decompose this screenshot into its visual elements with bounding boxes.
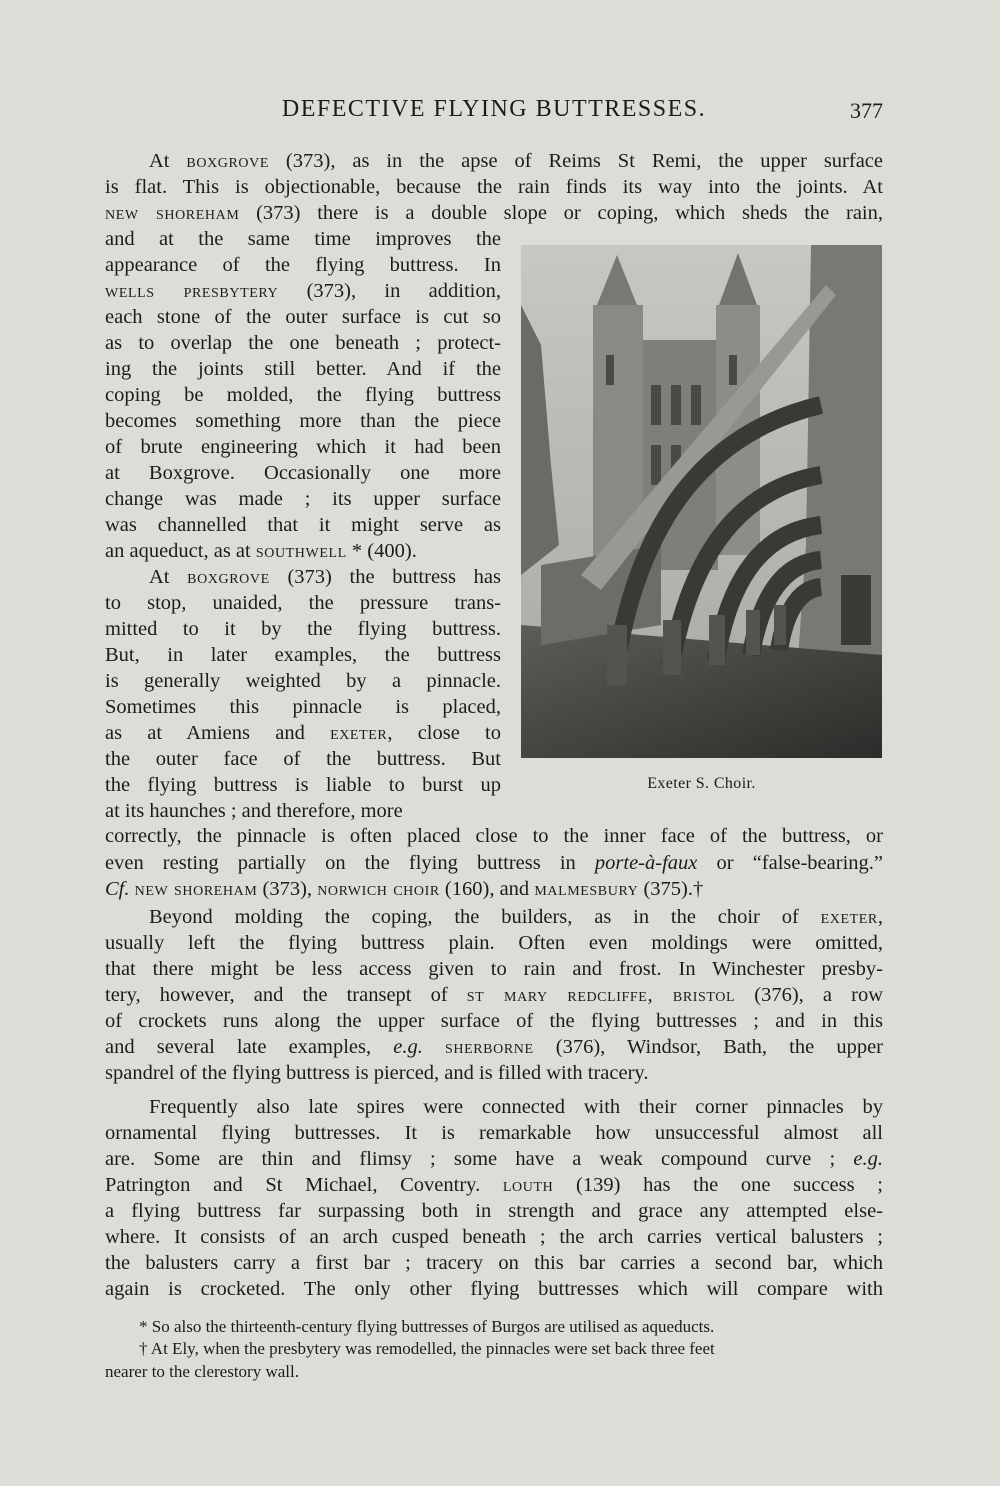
text-run: or “false-bearing.” bbox=[697, 852, 884, 874]
body-line bbox=[105, 356, 501, 382]
text-run: (373) the buttress has bbox=[269, 566, 501, 588]
text-run: at Boxgrove. Occasionally one more bbox=[105, 462, 501, 484]
text-run: and several late examples, bbox=[105, 1036, 394, 1058]
body-line bbox=[105, 1172, 883, 1198]
body-line bbox=[105, 982, 883, 1008]
body-line bbox=[105, 252, 501, 278]
footnote-text: † At Ely, when the presbytery was remodelled, the pinnacles were set back three feet bbox=[139, 1339, 715, 1358]
place-name: boxgrove bbox=[187, 566, 270, 588]
page-number: 377 bbox=[850, 98, 883, 123]
text-run: ornamental flying buttresses. It is remarkable how unsuccessful almost all bbox=[105, 1122, 883, 1144]
body-line bbox=[105, 746, 501, 772]
text-run: (376), Windsor, Bath, the upper bbox=[533, 1036, 884, 1058]
text-run: becomes something more than the piece bbox=[105, 410, 501, 432]
body-line bbox=[105, 1120, 883, 1146]
text-run: even resting partially on the flying buttress in bbox=[105, 852, 595, 874]
footnote-line bbox=[105, 1316, 883, 1338]
italic-term: Cf. bbox=[105, 878, 130, 900]
text-run: at its haunches ; and therefore, more bbox=[105, 800, 403, 822]
text-run: mitted to it by the flying buttress. bbox=[105, 618, 501, 640]
body-line bbox=[105, 408, 501, 434]
text-run: the flying buttress is liable to burst up bbox=[105, 774, 501, 796]
place-name: st mary redcliffe, bristol bbox=[466, 984, 736, 1006]
text-run: was channelled that it might serve as bbox=[105, 514, 501, 536]
body-line bbox=[105, 1224, 883, 1250]
body-line bbox=[105, 694, 501, 720]
place-name: sherborne bbox=[444, 1036, 534, 1058]
flying-buttresses-photo-illustration bbox=[521, 245, 882, 758]
text-run: At bbox=[149, 566, 188, 588]
italic-term: e.g. bbox=[853, 1148, 883, 1170]
text-run: where. It consists of an arch cusped beneath ; the arch carries vertical balusters ; bbox=[105, 1226, 883, 1248]
text-run: tery, however, and the transept of bbox=[105, 984, 467, 1006]
text-run: as to overlap the one beneath ; protect- bbox=[105, 332, 501, 354]
place-name: norwich choir bbox=[317, 878, 440, 900]
text-run: But, in later examples, the buttress bbox=[105, 644, 501, 666]
body-line bbox=[105, 1060, 883, 1086]
text-run: of crockets runs along the upper surface of the flying buttresses ; and in this bbox=[105, 1010, 883, 1032]
exeter-choir-photograph bbox=[521, 245, 882, 758]
text-run: the balusters carry a first bar ; tracery on this bar carries a second bar, which bbox=[105, 1252, 883, 1274]
page-header bbox=[105, 96, 883, 132]
body-line bbox=[105, 720, 501, 746]
text-run: are. Some are thin and flimsy ; some have a weak compound curve ; bbox=[105, 1148, 854, 1170]
body-line bbox=[105, 1276, 883, 1302]
place-name: new shoreham bbox=[105, 202, 240, 224]
text-run: Beyond molding the coping, the builders, as in the choir of bbox=[149, 906, 821, 928]
text-run: is generally weighted by a pinnacle. bbox=[105, 670, 501, 692]
text-run: that there might be less access given to rain and frost. In Winchester presby- bbox=[105, 958, 883, 980]
body-line bbox=[105, 956, 883, 982]
body-line bbox=[105, 668, 501, 694]
body-line bbox=[105, 200, 883, 226]
text-run: (376), a row bbox=[735, 984, 883, 1006]
body-line bbox=[105, 174, 883, 200]
body-line bbox=[105, 538, 501, 564]
body-line bbox=[105, 564, 501, 590]
footnote-text: nearer to the clerestory wall. bbox=[105, 1362, 299, 1381]
place-name: louth bbox=[502, 1174, 554, 1196]
text-run: , close to bbox=[387, 722, 501, 744]
text-run: again is crocketed. The only other flying buttresses which will compare with bbox=[105, 1278, 883, 1300]
text-run: correctly, the pinnacle is often placed close to the inner face of the buttress, or bbox=[105, 825, 883, 847]
body-line bbox=[105, 850, 883, 876]
text-run: is flat. This is objectionable, because the rain finds its way into the joints. At bbox=[105, 176, 883, 198]
text-run: (160), and bbox=[439, 878, 535, 900]
text-run: spandrel of the flying buttress is pierced, and is filled with tracery. bbox=[105, 1062, 649, 1084]
text-run: ing the joints still better. And if the bbox=[105, 358, 501, 380]
text-run: At bbox=[149, 150, 187, 172]
text-run: the outer face of the buttress. But bbox=[105, 748, 501, 770]
place-name: exeter bbox=[820, 906, 878, 928]
body-line bbox=[105, 798, 501, 824]
body-line bbox=[105, 1250, 883, 1276]
body-line bbox=[105, 930, 883, 956]
footnote-text: * So also the thirteenth-century flying buttresses of Burgos are utilised as aqueducts. bbox=[139, 1317, 715, 1336]
body-line bbox=[105, 330, 501, 356]
body-line bbox=[105, 772, 501, 798]
text-run: an aqueduct, as at bbox=[105, 540, 256, 562]
body-line bbox=[105, 1094, 883, 1120]
text-run: (139) has the one success ; bbox=[553, 1174, 883, 1196]
text-run bbox=[423, 1036, 445, 1058]
text-run: of brute engineering which it had been bbox=[105, 436, 501, 458]
body-line bbox=[105, 823, 883, 849]
body-line bbox=[105, 1008, 883, 1034]
italic-term: e.g. bbox=[393, 1036, 423, 1058]
place-name: new shoreham bbox=[134, 878, 258, 900]
text-run: appearance of the flying buttress. In bbox=[105, 254, 501, 276]
text-run: and at the same time improves the bbox=[105, 228, 501, 250]
text-run: a flying buttress far surpassing both in strength and grace any attempted else- bbox=[105, 1200, 883, 1222]
text-run: to stop, unaided, the pressure trans- bbox=[105, 592, 501, 614]
place-name: exeter bbox=[330, 722, 388, 744]
body-line bbox=[105, 1034, 883, 1060]
place-name: southwell bbox=[255, 540, 347, 562]
place-name: wells presbytery bbox=[105, 280, 279, 302]
text-run: Frequently also late spires were connected with their corner pinnacles by bbox=[149, 1096, 883, 1118]
body-line bbox=[105, 904, 883, 930]
text-run: , bbox=[877, 906, 883, 928]
text-run: (373), as in the apse of Reims St Remi, the upper surface bbox=[269, 150, 883, 172]
body-line bbox=[105, 382, 501, 408]
body-line bbox=[105, 226, 501, 252]
figure-caption: Exeter S. Choir. bbox=[647, 775, 756, 792]
text-run: Patrington and St Michael, Coventry. bbox=[105, 1174, 503, 1196]
footnote-line bbox=[105, 1338, 883, 1360]
place-name: malmesbury bbox=[534, 878, 639, 900]
place-name: boxgrove bbox=[186, 150, 270, 172]
body-line bbox=[105, 642, 501, 668]
text-run: coping be molded, the flying buttress bbox=[105, 384, 501, 406]
body-line bbox=[105, 486, 501, 512]
body-line bbox=[105, 148, 883, 174]
body-line bbox=[105, 278, 501, 304]
body-line bbox=[105, 1146, 883, 1172]
text-run: as at Amiens and bbox=[105, 722, 331, 744]
text-run: (373), bbox=[257, 878, 318, 900]
text-run: Sometimes this pinnacle is placed, bbox=[105, 696, 501, 718]
text-run: each stone of the outer surface is cut so bbox=[105, 306, 501, 328]
body-line bbox=[105, 512, 501, 538]
text-run: change was made ; its upper surface bbox=[105, 488, 501, 510]
text-run: (375).† bbox=[638, 878, 704, 900]
body-line bbox=[105, 616, 501, 642]
text-run: (373) there is a double slope or coping, which sheds the rain, bbox=[239, 202, 883, 224]
text-run: (373), in addition, bbox=[278, 280, 501, 302]
text-run: usually left the flying buttress plain. Often even moldings were omitted, bbox=[105, 932, 883, 954]
body-line bbox=[105, 1198, 883, 1224]
italic-term: porte-à-faux bbox=[594, 852, 698, 874]
body-line bbox=[105, 590, 501, 616]
text-run: * (400). bbox=[346, 540, 417, 562]
running-title: DEFECTIVE FLYING BUTTRESSES. bbox=[281, 96, 707, 122]
body-line bbox=[105, 304, 501, 330]
footnote-line bbox=[105, 1361, 883, 1383]
body-line bbox=[105, 434, 501, 460]
body-line bbox=[105, 876, 883, 902]
body-line bbox=[105, 460, 501, 486]
